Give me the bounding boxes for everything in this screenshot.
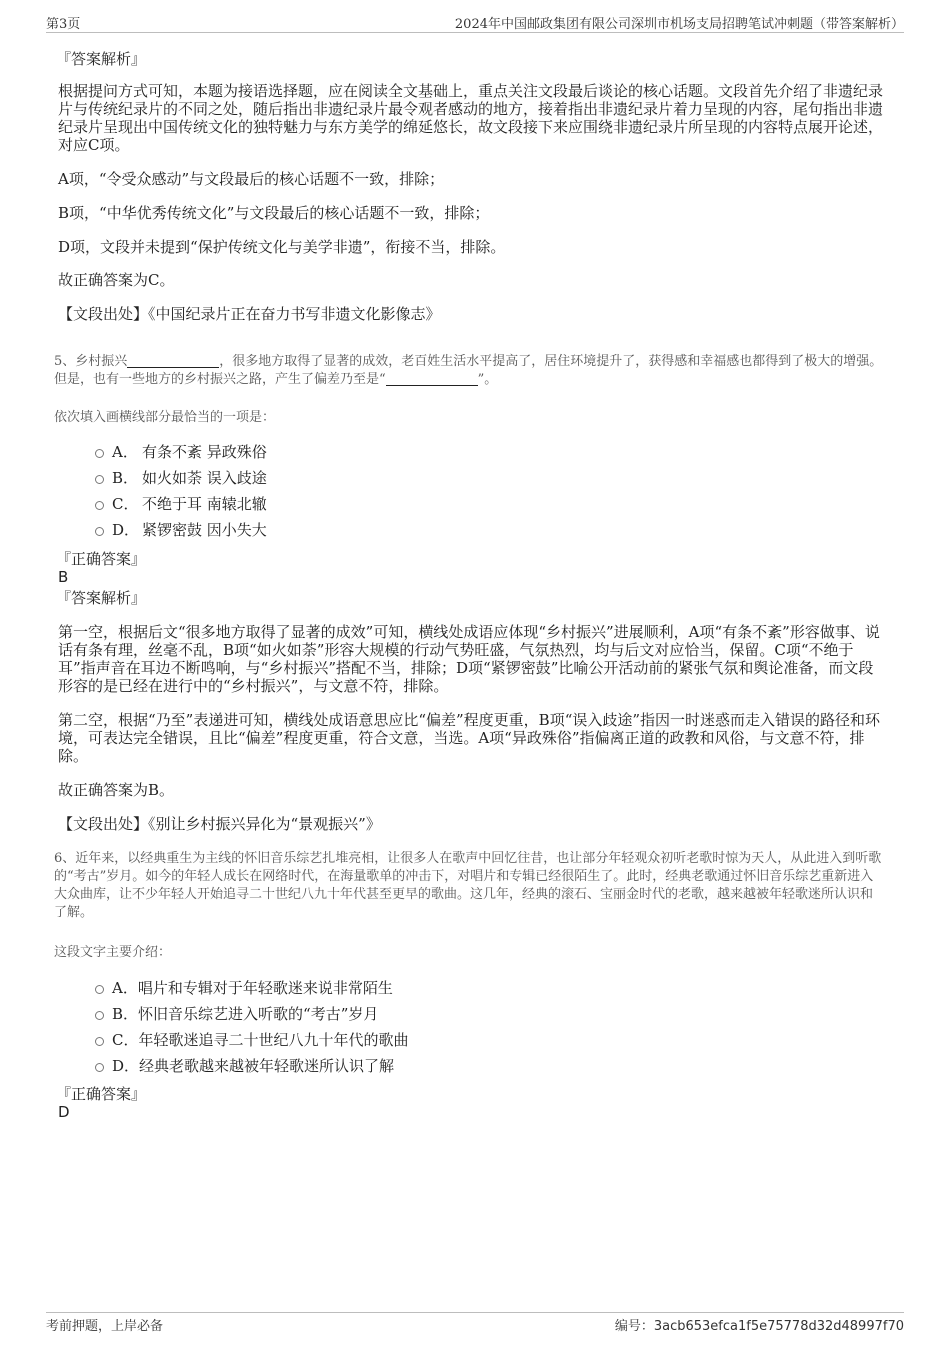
q5-option-c[interactable]: C． 不绝于耳 南辕北辙 [95,495,267,513]
q4-source: 【文段出处】《中国纪录片正在奋力书写非遗文化影像志》 [58,305,441,323]
q4-analysis-heading: 『答案解析』 [56,50,147,68]
q5-conclusion: 故正确答案为B。 [58,781,175,799]
q4-analysis-option-b: B项，“中华优秀传统文化”与文段最后的核心话题不一致，排除； [58,204,490,222]
footer-code [615,1315,904,1334]
q5-blank-2 [386,375,478,386]
document-title: 2024年中国邮政集团有限公司深圳市机场支局招聘笔试冲刺题（带答案解析） [454,17,904,32]
radio-icon[interactable] [95,475,104,484]
radio-icon[interactable] [95,1011,104,1020]
q5-option-b[interactable]: B． 如火如荼 误入歧途 [95,469,267,487]
page-number: 第3页 [46,17,81,32]
radio-icon[interactable] [95,1063,104,1072]
q6-option-d[interactable]: D．经典老歌越来越被年轻歌迷所认识了解 [95,1057,394,1075]
q5-analysis-paragraph-1: 第一空，根据后文“很多地方取得了显著的成效”可知，横线处成语应体现“乡村振兴”进展顺利，A项“有条不紊”形容做事、说话有条有理，丝毫不乱，B项“如火如荼”形容大规模的行动气势旺盛，气氛热烈，均与后文对应恰当，保留。C项“不绝于耳”指声音在耳边不断鸣响，与“乡村振兴”搭配不当，排除；D项“紧锣密鼓”比喻公开活动前的紧张气氛和舆论准备，而文段形容的是已经在进行中的“乡村振兴”，与文意不符，排除。 [58,623,880,695]
q5-stem-part3: ”。 [477,372,498,387]
q6-answer: D [58,1103,70,1121]
q5-answer: B [58,568,69,586]
q5-analysis-paragraph-2: 第二空，根据“乃至”表递进可知，横线处成语意思应比“偏差”程度更重，B项“误入歧途”指因一时迷惑而走入错误的路径和环境，可表达完全错误，且比“偏差”程度更重，符合文意，当选。A项“异政殊俗”指偏离正道的政教和风俗，与文意不符，排除。 [58,711,881,765]
radio-icon[interactable] [95,985,104,994]
q5-source: 【文段出处】《别让乡村振兴异化为“景观振兴”》 [58,815,381,833]
q5-option-d[interactable]: D． 紧锣密鼓 因小失大 [95,521,267,539]
footer-code-label: 编号： [614,1319,654,1334]
page-header [46,10,904,33]
footer-code-value: 3acb653efca1f5e75778d32d48997f70 [653,1319,904,1334]
q5-option-a[interactable]: A． 有条不紊 异政殊俗 [95,443,267,461]
radio-icon[interactable] [95,1037,104,1046]
q4-analysis-option-a: A项，“令受众感动”与文段最后的核心话题不一致，排除； [58,170,445,188]
q4-analysis-paragraph: 根据提问方式可知，本题为接语选择题，应在阅读全文基础上，重点关注文段最后谈论的核心话题。文段首先介绍了非遗纪录片与传统纪录片的不同之处，随后指出非遗纪录片最令观者感动的地方，接着指出非遗纪录片着力呈现的内容，尾句指出非遗纪录片呈现出中国传统文化的独特魅力与东方美学的绵延悠长，故文段接下来应围绕非遗纪录片所呈现的内容特点展开论述，对应C项。 [58,82,884,154]
q6-option-a[interactable]: A．唱片和专辑对于年轻歌迷来说非常陌生 [95,979,393,997]
q5-stem-part2: ，很多地方取得了显著的成效，老百姓生活水平提高了，居住环境提升了，获得感和幸福感也都得到了极大的增强。但是，也有一些地方的乡村振兴之路，产生了偏差乃至是“ [54,354,883,387]
q6-option-c[interactable]: C．年轻歌迷追寻二十世纪八九十年代的歌曲 [95,1031,409,1049]
radio-icon[interactable] [95,527,104,536]
q5-prompt: 依次填入画横线部分最恰当的一项是： [54,410,276,425]
q6-prompt: 这段文字主要介绍： [54,945,172,960]
q5-stem [54,353,884,389]
page-footer [46,1312,904,1337]
radio-icon[interactable] [95,501,104,510]
q6-stem: 6、近年来，以经典重生为主线的怀旧音乐综艺扎堆亮相，让很多人在歌声中回忆往昔，也让部分年轻观众初听老歌时惊为天人，从此进入到听歌的“考古”岁月。如今的年轻人成长在网络时代，在海量歌单的冲击下，对唱片和专辑已经很陌生了。此时，经典老歌通过怀旧音乐综艺重新进入大众曲库，让不少年轻人开始追寻二十世纪八九十年代甚至更早的歌曲。这几年，经典的滚石、宝丽金时代的老歌，越来越被年轻歌迷所认识和了解。 [54,851,882,920]
footer-slogan: 考前押题，上岸必备 [46,1319,164,1334]
q6-option-b[interactable]: B．怀旧音乐综艺进入听歌的“考古”岁月 [95,1005,378,1023]
radio-icon[interactable] [95,449,104,458]
q4-analysis-option-d: D项，文段并未提到“保护传统文化与美学非遗”，衔接不当，排除。 [58,238,506,256]
q5-stem-part1: 5、乡村振兴 [54,354,128,369]
q5-blank-1 [127,357,219,368]
q5-answer-heading: 『正确答案』 [56,550,147,568]
q6-answer-heading: 『正确答案』 [56,1085,147,1103]
q4-conclusion: 故正确答案为C。 [58,271,175,289]
q5-analysis-heading: 『答案解析』 [56,589,147,607]
